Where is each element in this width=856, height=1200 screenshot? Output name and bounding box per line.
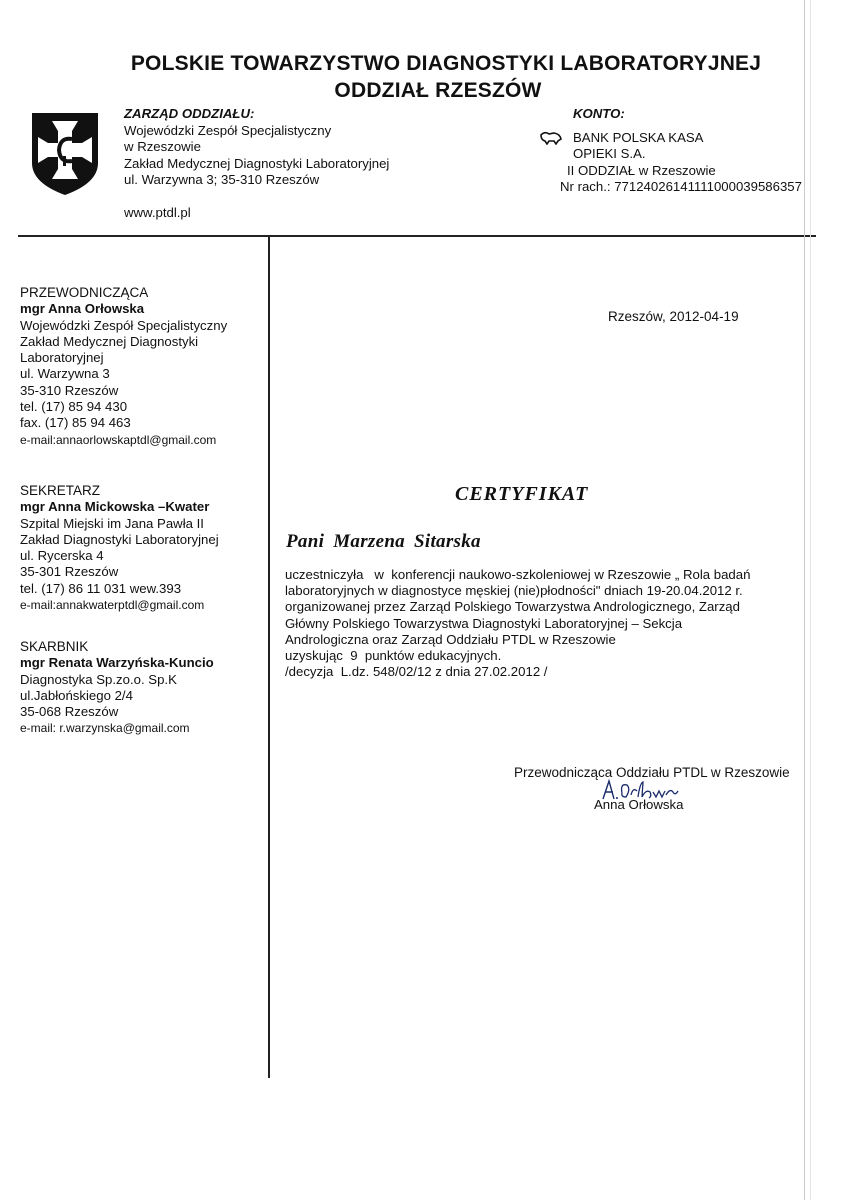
contact-name: mgr Anna Mickowska –Kwater — [20, 499, 210, 515]
contact-line: tel. (17) 86 11 031 wew.393 — [20, 580, 182, 596]
board-heading: ZARZĄD ODDZIAŁU: — [124, 106, 255, 121]
contact-line: Zakład Diagnostyki Laboratoryjnej — [20, 531, 219, 547]
signature-role: Przewodnicząca Oddziału PTDL w Rzeszowie — [514, 765, 790, 780]
account-block — [540, 106, 802, 196]
contact-line: Szpital Miejski im Jana Pawła II — [20, 515, 204, 531]
contact-line: Laboratoryjnej — [20, 350, 104, 366]
body-line: Andrologiczna oraz Zarząd Oddziału PTDL w Rzeszowie — [285, 631, 616, 647]
contact-role: SKARBNIK — [20, 639, 89, 654]
contact-line: Diagnostyka Sp.zo.o. Sp.K — [20, 671, 177, 687]
contact-line: ul. Warzywna 3 — [20, 366, 110, 382]
board-block — [124, 106, 389, 221]
account-heading: KONTO: — [573, 106, 625, 121]
column-divider — [268, 236, 270, 1078]
certificate-title: CERTYFIKAT — [455, 483, 589, 505]
contact-line: ul. Rycerska 4 — [20, 548, 104, 564]
organization-title: POLSKIE TOWARZYSTWO DIAGNOSTYKI LABORATORYJNEJ — [130, 52, 762, 75]
account-number: Nr rach.: 77124026141111000039586357 — [560, 179, 802, 194]
contact-line: 35-068 Rzeszów — [20, 704, 119, 720]
contact-name: mgr Anna Orłowska — [20, 301, 145, 317]
bank-name-line: BANK POLSKA KASA — [573, 129, 704, 145]
body-line: Główny Polskiego Towarzystwa Diagnostyki Laboratoryjnej – Sekcja — [285, 615, 683, 631]
board-line: Wojewódzki Zespół Specjalistyczny — [124, 122, 332, 138]
bank-name-line: OPIEKI S.A. — [573, 146, 646, 161]
contact-line: 35-301 Rzeszów — [20, 564, 119, 580]
contact-line: tel. (17) 85 94 430 — [20, 399, 128, 415]
ptdl-shield-logo-icon — [30, 111, 100, 197]
body-line: uczestniczyła w konferencji naukowo-szkoleniowej w Rzeszowie „ Rola badań — [285, 567, 751, 582]
scan-edge-line — [810, 0, 811, 1200]
contact-chair — [20, 285, 265, 448]
contact-line: fax. (17) 85 94 463 — [20, 415, 131, 431]
letter-date: Rzeszów, 2012-04-19 — [608, 309, 739, 324]
contact-email[interactable]: e-mail: r.warzynska@gmail.com — [20, 721, 190, 736]
header-divider — [18, 235, 816, 237]
body-line: /decyzja L.dz. 548/02/12 z dnia 27.02.2012 / — [285, 664, 548, 680]
branch-title: ODDZIAŁ RZESZÓW — [334, 79, 542, 102]
board-line: w Rzeszowie — [124, 139, 201, 154]
contact-line: Wojewódzki Zespół Specjalistyczny — [20, 317, 228, 333]
body-line: uzyskując 9 punktów edukacyjnych. — [285, 648, 502, 664]
contact-name: mgr Renata Warzyńska-Kuncio — [20, 655, 214, 671]
contact-email[interactable]: e-mail:annakwaterptdl@gmail.com — [20, 598, 205, 613]
board-line: ul. Warzywna 3; 35-310 Rzeszów — [124, 172, 320, 187]
contact-line: Zakład Medycznej Diagnostyki — [20, 333, 199, 349]
bank-branch: II ODDZIAŁ w Rzeszowie — [567, 162, 716, 178]
certificate-body — [285, 567, 805, 680]
body-line: organizowanej przez Zarząd Polskiego Towarzystwa Andrologicznego, Zarząd — [285, 599, 740, 615]
contact-line: 35-310 Rzeszów — [20, 382, 119, 398]
website-link[interactable]: www.ptdl.pl — [124, 204, 191, 220]
contact-role: SEKRETARZ — [20, 483, 101, 498]
bank-icon — [540, 131, 562, 150]
signatory-name: Anna Orłowska — [594, 797, 684, 812]
contact-email[interactable]: e-mail:annaorlowskaptdl@gmail.com — [20, 432, 217, 447]
body-line: laboratoryjnych w diagnostyce męskiej (nie)płodności" dniach 19-20.04.2012 r. — [285, 583, 743, 599]
board-line: Zakład Medycznej Diagnostyki Laboratoryjnej — [124, 155, 390, 171]
contact-secretary — [20, 483, 265, 613]
recipient-name: Pani Marzena Sitarska — [286, 531, 481, 552]
contact-line: ul.Jabłońskiego 2/4 — [20, 687, 133, 703]
contact-role: PRZEWODNICZĄCA — [20, 285, 149, 300]
contact-treasurer — [20, 639, 265, 737]
